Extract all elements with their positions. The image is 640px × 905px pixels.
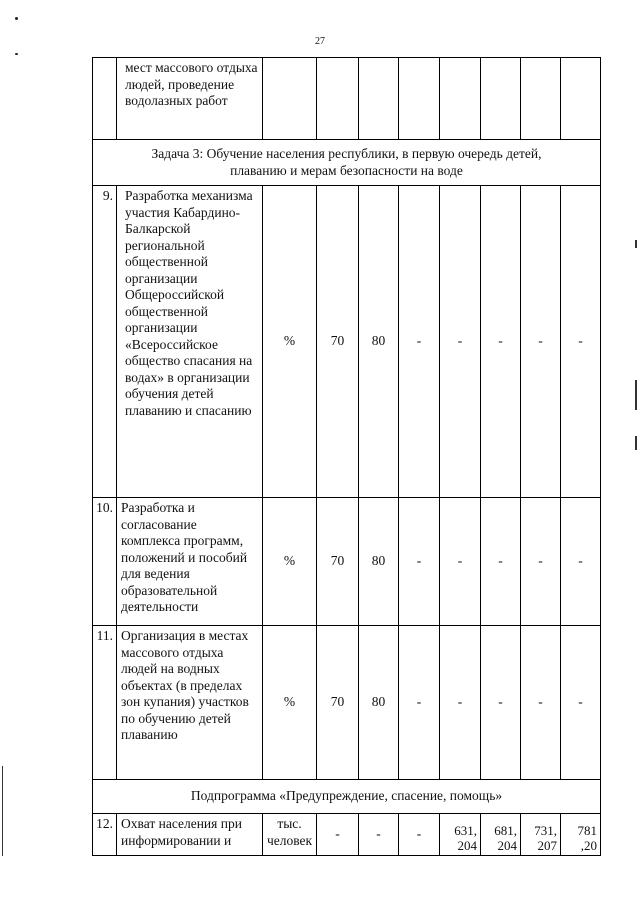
value-cell: - [399,814,440,856]
value-line: 781 [577,823,597,838]
row-number: 10. [93,498,117,626]
unit-cell: % [263,186,317,498]
value-cell: - [561,498,601,626]
empty-cell [521,58,561,140]
value-cell [521,814,561,856]
empty-cell [440,58,481,140]
task-3-heading: Задача 3: Обучение населения республики, в первую очередь детей, плаванию и мерам безопасности на воде [93,140,601,186]
value-cell: 70 [317,498,359,626]
value-line: 207 [537,838,557,853]
indicator-name: Разработка механизма участия Кабардино-Балкарской региональной общественной организации Общероссийской общественной организации «Всероссийское общество спасания на водах» в организации обучения детей плаванию и спасанию [117,186,263,498]
value-cell: - [561,186,601,498]
empty-cell [263,58,317,140]
empty-cell [359,58,399,140]
value-cell: - [521,626,561,780]
scan-edge-mark [635,380,637,410]
unit-cell [263,814,317,856]
scan-speck [15,53,18,55]
row-number: 9. [93,186,117,498]
row-number [93,58,117,140]
table-row [93,814,601,856]
value-cell [561,814,601,856]
subprogram-header-row [93,780,601,814]
subprogram-heading: Подпрограмма «Предупреждение, спасение, помощь» [93,780,601,814]
scan-speck [15,17,18,20]
value-cell: - [399,186,440,498]
value-cell: - [317,814,359,856]
scan-edge-mark [2,766,3,856]
unit-cell: % [263,498,317,626]
row-number: 11. [93,626,117,780]
value-cell: 80 [359,186,399,498]
value-cell: - [481,626,521,780]
unit-cell: % [263,626,317,780]
indicator-name: Охват населения при информировании и [117,814,263,856]
value-cell: - [399,626,440,780]
empty-cell [561,58,601,140]
value-line: ,20 [580,838,597,853]
value-cell: 70 [317,626,359,780]
table-row [93,58,601,140]
value-cell: - [521,498,561,626]
empty-cell [399,58,440,140]
table-row [93,498,601,626]
value-line: 731, [534,823,557,838]
page-number: 27 [315,36,325,47]
value-cell: - [521,186,561,498]
value-cell: - [481,498,521,626]
value-line: 681, [494,823,517,838]
value-line: 631, [454,823,477,838]
indicator-name: Разработка и согласование комплекса программ, положений и пособий для ведения образовательной деятельности [117,498,263,626]
value-cell: 80 [359,626,399,780]
row-number: 12. [93,814,117,856]
value-cell: - [440,498,481,626]
value-cell: - [399,498,440,626]
unit-line: человек [266,832,313,848]
value-cell: - [359,814,399,856]
indicator-name: мест массового отдыха людей, проведение водолазных работ [117,58,263,140]
table-row [93,626,601,780]
value-cell: - [440,626,481,780]
value-line: 204 [497,838,517,853]
empty-cell [317,58,359,140]
value-cell: - [481,186,521,498]
table-row [93,186,601,498]
scan-edge-mark [635,240,637,248]
empty-cell [481,58,521,140]
indicators-table [92,57,601,856]
value-cell: 80 [359,498,399,626]
value-cell: - [561,626,601,780]
value-cell [481,814,521,856]
unit-line: тыс. [277,816,302,831]
task-header-row [93,140,601,186]
value-cell [440,814,481,856]
value-line: 204 [457,838,477,853]
indicator-name: Организация в местах массового отдыха людей на водных объектах (в пределах зон купания) участков по обучению детей плаванию [117,626,263,780]
scan-edge-mark [635,436,637,450]
value-cell: 70 [317,186,359,498]
value-cell: - [440,186,481,498]
